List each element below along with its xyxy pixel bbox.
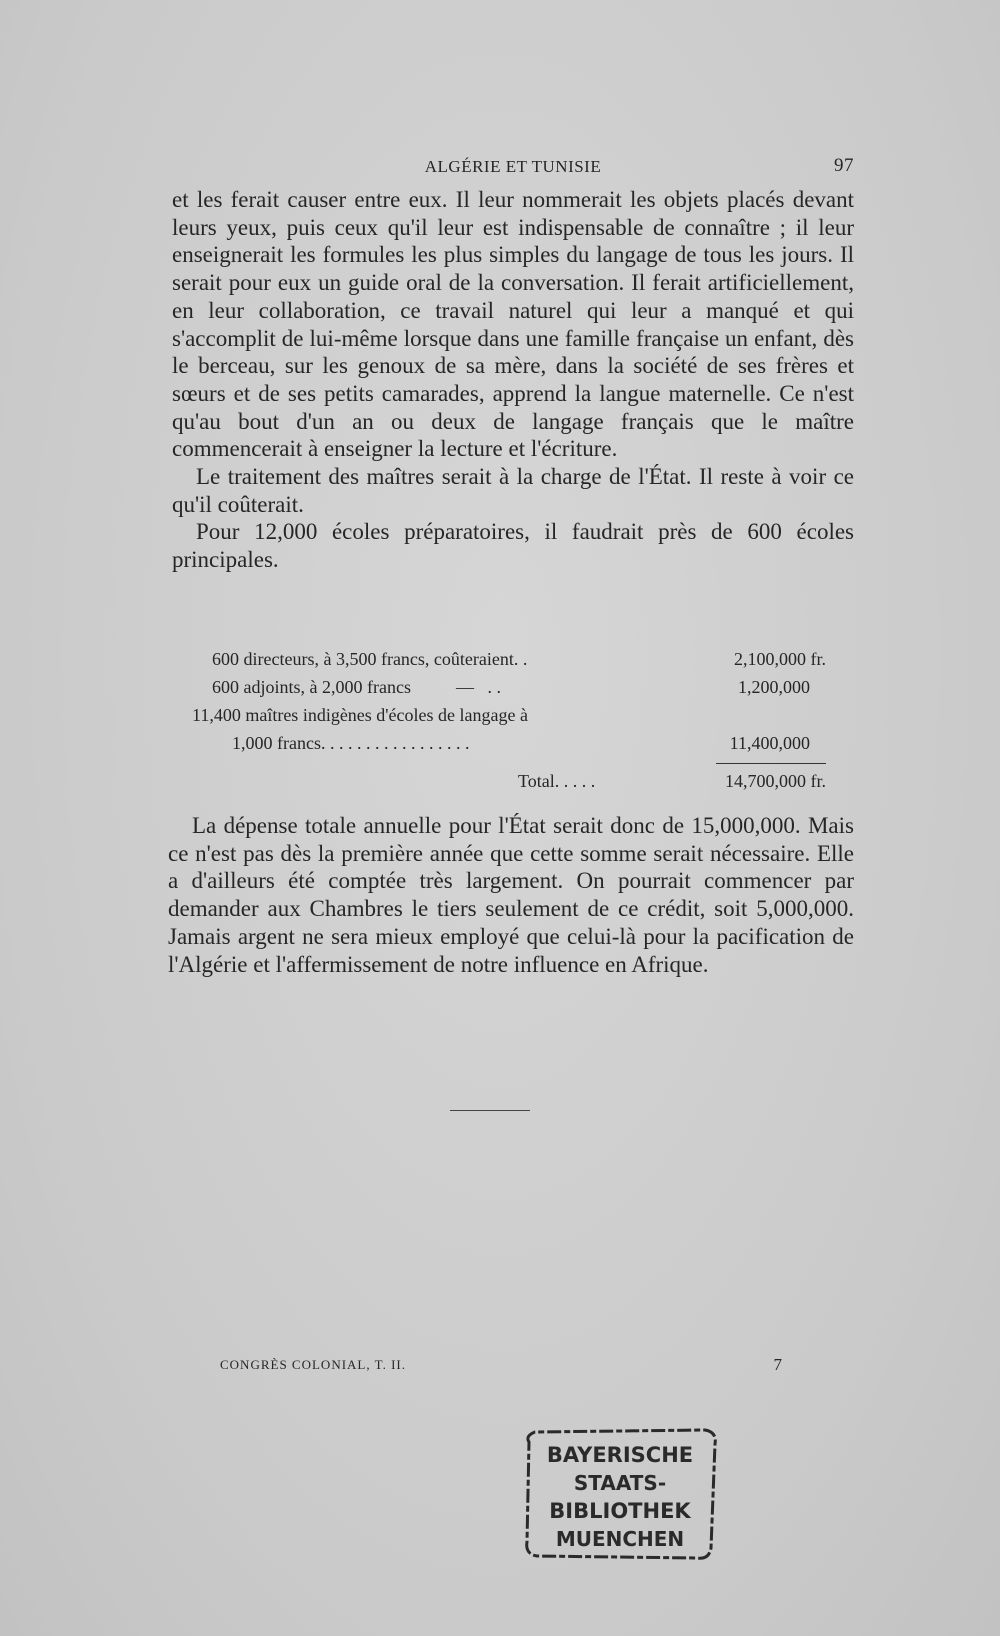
total-amount: 14,700,000 fr. (725, 771, 826, 791)
stamp-line: BIBLIOTHEK (549, 1499, 691, 1523)
row-amount: 11,400,000 (729, 733, 810, 753)
paragraph-3: Pour 12,000 écoles préparatoires, il faudrait près de 600 écoles principales. (172, 519, 854, 573)
row-amount: 2,100,000 fr. (734, 649, 826, 669)
body-text-bottom (168, 812, 854, 978)
table-row (172, 701, 854, 729)
signature-mark: CONGRÈS COLONIAL, T. II. (220, 1357, 407, 1372)
row-label: 1,000 francs. . . . . . . . . . . . . . . . . (232, 733, 470, 753)
total-rule (716, 763, 826, 764)
table-row (172, 729, 854, 757)
table-total-row (172, 767, 854, 795)
footer (220, 1355, 782, 1379)
running-head (172, 155, 854, 181)
library-stamp (515, 1420, 725, 1570)
row-label: 11,400 maîtres indigènes d'écoles de langage à (192, 705, 528, 725)
end-rule (450, 1110, 530, 1111)
table-row (172, 645, 854, 673)
table-row (172, 673, 854, 701)
paragraph-2: Le traitement des maîtres serait à la charge de l'État. Il reste à voir ce qu'il coûterait. (172, 464, 854, 517)
page-number: 97 (834, 155, 854, 176)
row-amount: 1,200,000 (738, 677, 810, 697)
total-label: Total. . . . . (518, 771, 596, 791)
row-label: 600 directeurs, à 3,500 francs, coûteraient. . (212, 649, 528, 669)
paragraph-4: La dépense totale annuelle pour l'État serait donc de 15,000,000. Mais ce n'est pas dès la première année que cette somme serait nécessaire. Elle a d'ailleurs été comptée très largement. On pourrait commencer par demander aux Chambres le tiers seulement de ce crédit, soit 5,000,000. Jamais argent ne sera mieux employé que celui-là pour la pacification de l'Algérie et l'affermissement de notre influence en Afrique. (168, 813, 854, 977)
cost-table (172, 645, 854, 795)
stamp-line: BAYERISCHE (546, 1443, 694, 1467)
stamp-line: STAATS- (573, 1471, 667, 1495)
library-stamp-graphic (515, 1420, 725, 1570)
stamp-line: MUENCHEN (555, 1527, 685, 1551)
signature-number: 7 (773, 1355, 782, 1374)
paragraph-1: et les ferait causer entre eux. Il leur nommerait les objets placés devant leurs yeux, puis ceux qu'il leur est indispensable de connaître ; il leur enseignerait les formules les plus simples du langage de tous les jours. Il serait pour eux un guide oral de la conversation. Il ferait artificiellement, en leur collaboration, ce travail naturel qui leur a manqué et qui s'accomplit de lui-même lorsque dans une famille française un enfant, dès le berceau, sur les genoux de sa mère, dans la société de ses frères et sœurs et de ses petits camarades, apprend la langue maternelle. Ce n'est qu'au bout d'un an ou deux de langage français que le maître commencerait à enseigner la lecture et l'écriture. (172, 187, 854, 462)
row-label: 600 adjoints, à 2,000 francs — . . (212, 677, 501, 697)
running-head-title: ALGÉRIE ET TUNISIE (424, 157, 602, 176)
body-text-top (172, 186, 854, 574)
